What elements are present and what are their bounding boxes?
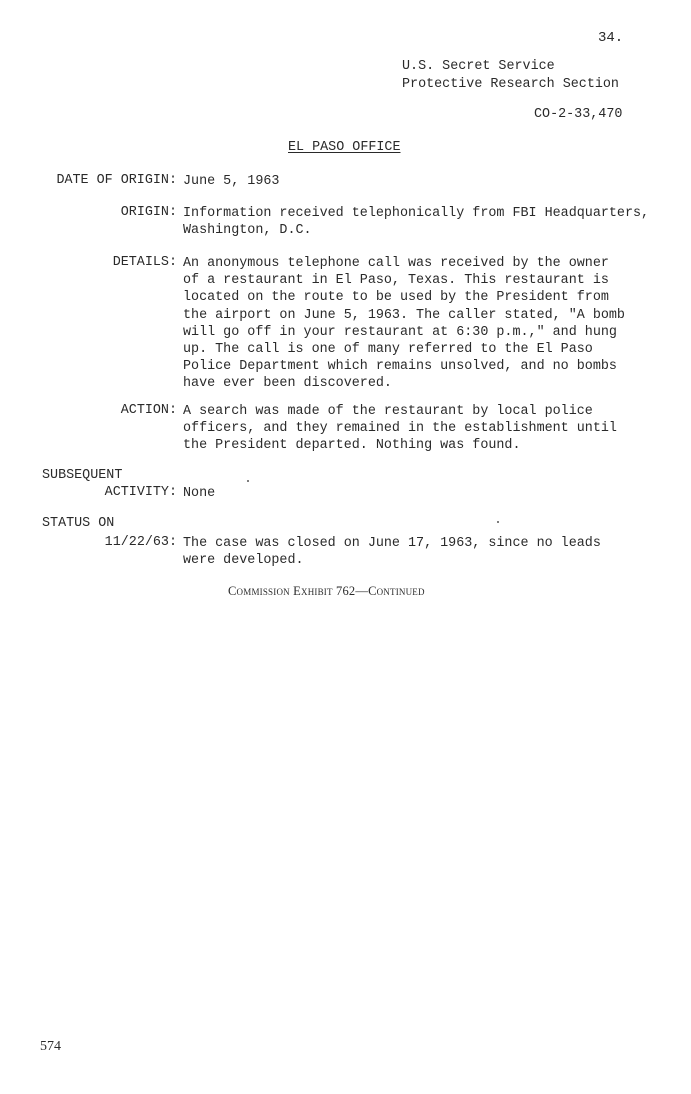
agency-name: U.S. Secret Service bbox=[402, 59, 555, 74]
action-line: officers, and they remained in the establishment until bbox=[183, 421, 617, 437]
subsequent-activity-label-line-1: SUBSEQUENT bbox=[42, 468, 123, 483]
details-line: have ever been discovered. bbox=[183, 376, 392, 392]
action-label: ACTION: bbox=[120, 403, 177, 418]
scan-speck bbox=[497, 521, 499, 523]
scan-speck bbox=[247, 480, 249, 482]
subsequent-activity-label-line-2: ACTIVITY: bbox=[104, 485, 177, 500]
details-line: located on the route to be used by the President from bbox=[183, 290, 609, 306]
case-number: CO-2-33,470 bbox=[534, 107, 623, 122]
date-of-origin-label: DATE OF ORIGIN: bbox=[56, 173, 177, 188]
action-line: A search was made of the restaurant by local police bbox=[183, 404, 593, 419]
action-value bbox=[183, 403, 663, 455]
details-line: the airport on June 5, 1963. The caller stated, "A bomb bbox=[183, 307, 625, 323]
details-line: An anonymous telephone call was received by the owner bbox=[183, 256, 609, 271]
details-line: up. The call is one of many referred to the El Paso bbox=[183, 342, 593, 358]
exhibit-caption: Commission Exhibit 762—Continued bbox=[228, 584, 425, 598]
details-value bbox=[183, 255, 663, 393]
details-label: DETAILS: bbox=[112, 255, 177, 270]
status-label-line-2: 11/22/63: bbox=[104, 535, 177, 550]
details-line: of a restaurant in El Paso, Texas. This restaurant is bbox=[183, 273, 609, 289]
status-value bbox=[183, 535, 663, 569]
origin-value bbox=[183, 205, 663, 239]
origin-label: ORIGIN: bbox=[120, 205, 177, 220]
office-title: EL PASO OFFICE bbox=[288, 140, 401, 155]
status-label-line-1: STATUS ON bbox=[42, 516, 115, 531]
action-line: the President departed. Nothing was found. bbox=[183, 438, 521, 454]
agency-section: Protective Research Section bbox=[402, 77, 619, 92]
details-line: will go off in your restaurant at 6:30 p.m.," and hung bbox=[183, 324, 617, 340]
origin-line: Washington, D.C. bbox=[183, 223, 312, 239]
origin-line: Information received telephonically from FBI Headquarters, bbox=[183, 206, 650, 221]
date-of-origin-value: June 5, 1963 bbox=[183, 174, 280, 189]
status-line: were developed. bbox=[183, 553, 304, 569]
page-number: 34. bbox=[598, 30, 624, 46]
details-line: Police Department which remains unsolved, and no bombs bbox=[183, 359, 617, 375]
subsequent-activity-value: None bbox=[183, 486, 216, 501]
footer-page-number: 574 bbox=[40, 1039, 61, 1054]
agency-block bbox=[402, 58, 619, 94]
status-line: The case was closed on June 17, 1963, since no leads bbox=[183, 536, 601, 551]
